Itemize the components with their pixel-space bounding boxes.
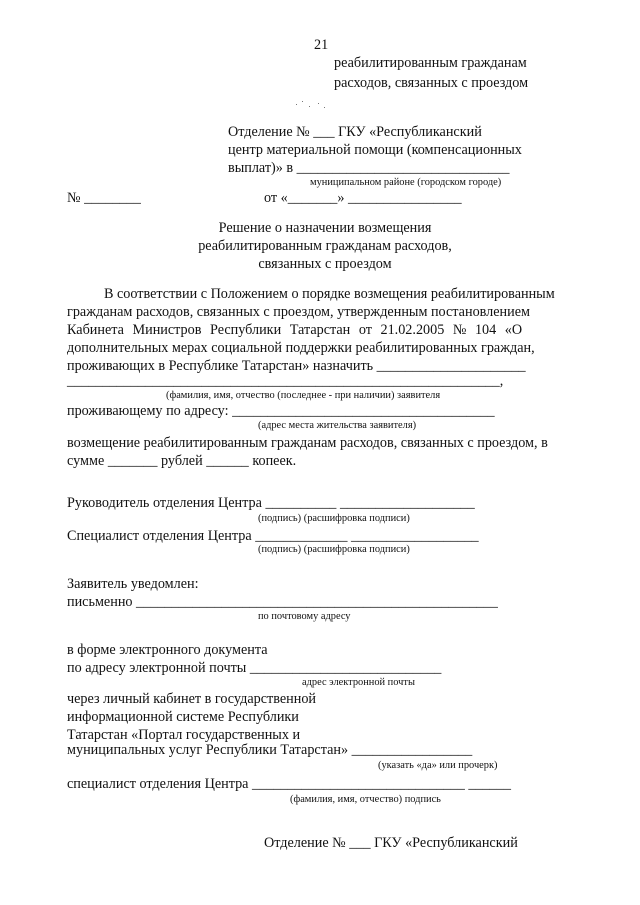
body-line-1: В соответствии с Положением о порядке возмещения реабилитированным — [104, 286, 555, 302]
page-number: 21 — [314, 37, 329, 53]
hint-name-signature: (фамилия, имя, отчество) подпись — [290, 794, 441, 805]
body-line-3: Кабинета Министров Республики Татарстан от 21.02.2005 № 104 «О — [67, 322, 523, 338]
head-signature-line: Руководитель отделения Центра __________ ___________________ — [67, 495, 475, 511]
title-line-2: реабилитированным гражданам расходов, — [198, 238, 452, 254]
hint-yes-dash: (указать «да» или прочерк) — [378, 760, 498, 771]
title-line-1: Решение о назначении возмещения — [218, 220, 432, 236]
specialist-notify-line: специалист отделения Центра ______________________________ ______ — [67, 776, 511, 792]
hint-address: (адрес места жительства заявителя) — [258, 420, 417, 431]
department-line-3: выплат)» в ______________________________ — [228, 160, 510, 176]
hint-signature-2: (подпись) (расшифровка подписи) — [258, 544, 410, 555]
department-line-1: Отделение № ___ ГКУ «Республиканский — [228, 124, 482, 140]
hint-email: адрес электронной почты — [302, 677, 415, 688]
electronic-line-1: в форме электронного документа — [67, 642, 268, 658]
body-line-6: _____________________________________________________________, — [67, 373, 504, 389]
footer-department: Отделение № ___ ГКУ «Республиканский — [264, 835, 518, 851]
decision-date-field: от «_______» ________________ — [264, 190, 462, 206]
body-line-5: проживающих в Республике Татарстан» назначить _____________________ — [67, 358, 526, 374]
department-line-2: центр материальной помощи (компенсационных — [228, 142, 522, 158]
hint-signature-1: (подпись) (расшифровка подписи) — [258, 513, 410, 524]
hint-applicant-name: (фамилия, имя, отчество (последнее - при наличии) заявителя — [166, 390, 441, 401]
decision-number-field: № ________ — [67, 190, 141, 206]
cabinet-line-2: информационной системе Республики — [67, 709, 299, 725]
hint-postal: по почтовому адресу — [258, 611, 351, 622]
compensation-line-2: сумме _______ рублей ______ копеек. — [67, 453, 297, 469]
written-line: письменно ___________________________________________________ — [67, 594, 498, 610]
cabinet-line-1: через личный кабинет в государственной — [67, 691, 317, 707]
applicant-notified: Заявитель уведомлен: — [67, 576, 199, 592]
header-line-2: расходов, связанных с проездом — [334, 75, 529, 91]
specialist-signature-line: Специалист отделения Центра _____________ __________________ — [67, 528, 479, 544]
body-line-4: дополнительных мерах социальной поддержки реабилитированных граждан, — [67, 340, 535, 356]
title-line-3: связанных с проездом — [258, 256, 392, 272]
district-hint: муниципальном районе (городском городе) — [310, 177, 502, 188]
electronic-line-2: по адресу электронной почты ___________________________ — [67, 660, 442, 676]
body-line-2: гражданам расходов, связанных с проездом, утвержденным постановлением — [67, 304, 531, 320]
header-line-1: реабилитированным гражданам — [334, 55, 527, 71]
address-line: проживающему по адресу: _____________________________________ — [67, 403, 495, 419]
compensation-line-1: возмещение реабилитированным гражданам расходов, связанных с проездом, в — [67, 435, 548, 451]
cabinet-line-4: муниципальных услуг Республики Татарстан» _________________ — [67, 742, 473, 758]
cabinet-line-3: Татарстан «Портал государственных и — [67, 727, 301, 743]
